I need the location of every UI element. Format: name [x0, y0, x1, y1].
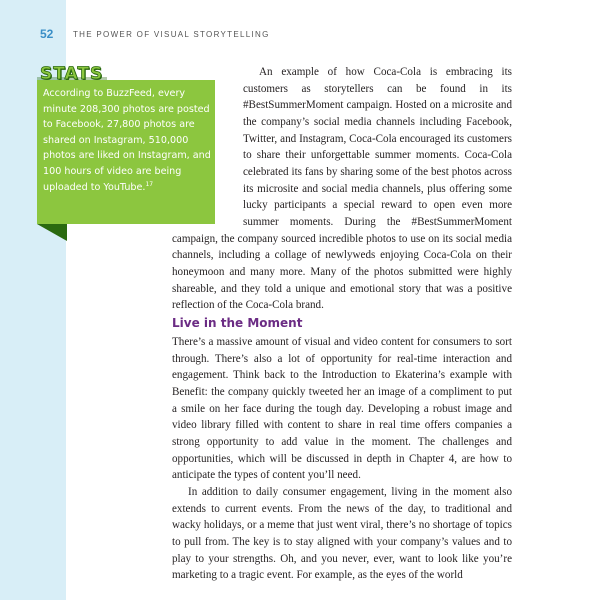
intro-paragraph: An example of how Coca-Cola is embracing its customers as storytellers can be found in its #BestSummerMoment campaign. Hosted on a microsite and the company’s social media channels including Facebook, Twitter, and Instagram, Coca-Cola encouraged its customers to share their unforgettable summer moments. Coca-Cola celebrated its fans by sharing some of the best photos across its microsite and social media channels, plus offering some lucky participants a special reward to open even more summer moments. During the #BestSummerMoment campaign, the company sourced incredible photos to use on its social media channels, including a collage of newlyweds enjoying Coca-Cola on their honeymoon and many more. Many of the photos submitted were highly shareable, and they told a unique and emotional story that was a positive reflection of the Coca-Cola brand. — [172, 66, 512, 312]
footnote-marker: 17 — [145, 180, 154, 188]
intro-text-block — [172, 64, 512, 314]
sidebar-stat-text: According to BuzzFeed, every minute 208,300 photos are posted to Facebook, 27,800 photos are shared on Instagram, 510,000 photos are liked on Instagram, and 100 hours of video are being uploaded to YouTube. — [43, 88, 211, 193]
page-number: 52 — [40, 27, 54, 41]
sidebar-corner-fold — [37, 224, 67, 241]
section-paragraph: In addition to daily consumer engagement, living in the moment also extends to current events. From the news of the day, to traditional and wacky holidays, or a meme that just went viral, there’s no shortage of topics to pull from. The key is to stay aligned with your company’s values and to play to your strengths. Oh, and you never, ever, want to look like you’re marketing to a tragic event. For example, as the eyes of the world — [172, 485, 512, 582]
sidebar-heading: STATS — [40, 64, 104, 84]
section-heading: Live in the Moment — [172, 316, 303, 330]
running-head: THE POWER OF VISUAL STORYTELLING — [73, 30, 270, 39]
section-paragraph: There’s a massive amount of visual and video content for consumers to sort through. There’s also a lot of opportunity for real-time interaction and engagement. Think back to the Introduction to Ekaterina’s example with Benefit: the company quickly tweeted her an image of a compliment to put a smile on her face during the tough day. Developing a robust image and video library filled with content to share in real time offers companies a strong opportunity to add value in the moment. The challenges and opportunities, which will be discussed in depth in Chapter 4, are how to anticipate the types of content you’ll need. — [172, 336, 512, 482]
section-body — [172, 334, 512, 584]
